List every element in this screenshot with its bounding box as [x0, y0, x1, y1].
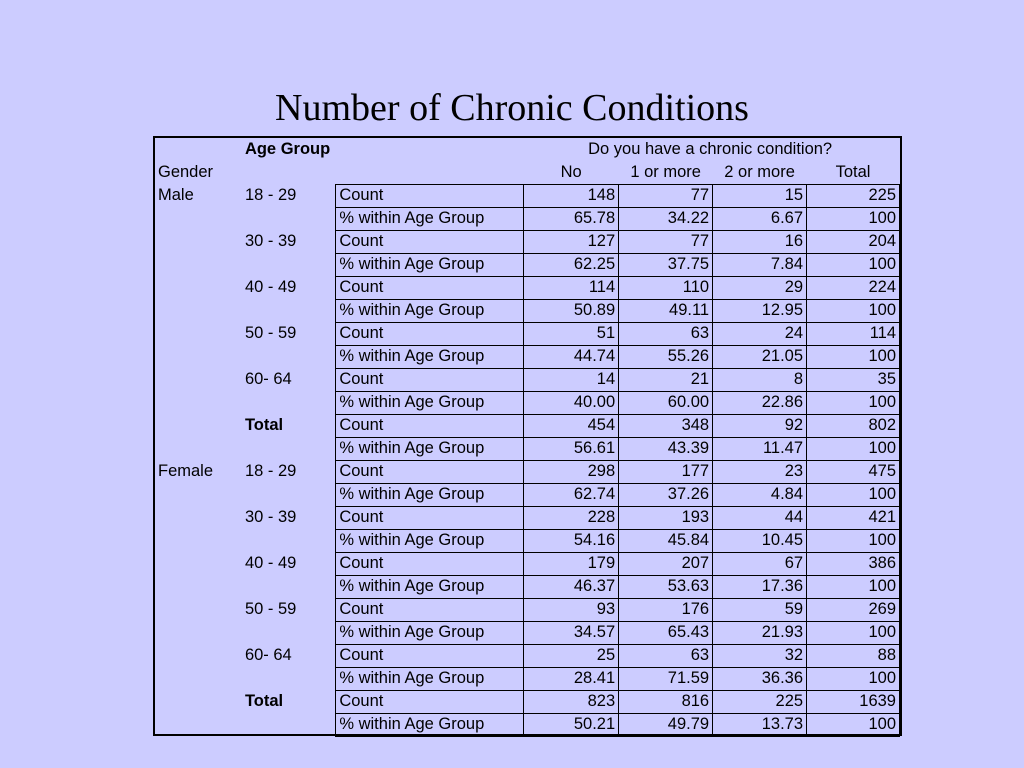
value-cell-1-or-more: 77 — [619, 184, 713, 207]
header-row-1 — [155, 138, 900, 161]
value-cell-no: 823 — [524, 690, 619, 713]
table-row — [155, 184, 900, 207]
crosstab-table — [155, 138, 900, 737]
statistic-label: % within Age Group — [336, 483, 524, 506]
value-cell-1-or-more: 43.39 — [619, 437, 713, 460]
value-cell-1-or-more: 65.43 — [619, 621, 713, 644]
value-cell-2-or-more: 16 — [713, 230, 807, 253]
empty-cell — [242, 437, 336, 460]
value-cell-1-or-more: 176 — [619, 598, 713, 621]
value-cell-2-or-more: 11.47 — [713, 437, 807, 460]
value-cell-2-or-more: 7.84 — [713, 253, 807, 276]
layer-variable-label: Gender — [158, 163, 214, 181]
value-cell-total: 88 — [807, 644, 900, 667]
statistic-label: % within Age Group — [336, 345, 524, 368]
value-cell-no: 51 — [524, 322, 619, 345]
value-cell-2-or-more: 24 — [713, 322, 807, 345]
empty-cell — [242, 713, 336, 736]
value-cell-no: 62.74 — [524, 483, 619, 506]
empty-cell — [155, 437, 242, 460]
empty-cell — [155, 230, 242, 253]
empty-cell — [155, 207, 242, 230]
statistic-label: Count — [336, 322, 524, 345]
table-row — [155, 575, 900, 598]
statistic-label: Count — [336, 644, 524, 667]
value-cell-total: 204 — [807, 230, 900, 253]
value-cell-no: 25 — [524, 644, 619, 667]
value-cell-2-or-more: 13.73 — [713, 713, 807, 736]
value-cell-total: 1639 — [807, 690, 900, 713]
value-cell-no: 40.00 — [524, 391, 619, 414]
crosstab-frame — [153, 136, 902, 736]
empty-cell — [155, 644, 242, 667]
value-cell-total: 100 — [807, 529, 900, 552]
value-cell-2-or-more: 92 — [713, 414, 807, 437]
value-cell-total: 100 — [807, 483, 900, 506]
value-cell-total: 421 — [807, 506, 900, 529]
empty-cell — [155, 368, 242, 391]
age-group-label: Total — [244, 416, 284, 434]
value-cell-2-or-more: 21.05 — [713, 345, 807, 368]
value-cell-2-or-more: 8 — [713, 368, 807, 391]
value-cell-total: 802 — [807, 414, 900, 437]
value-cell-no: 14 — [524, 368, 619, 391]
value-cell-1-or-more: 55.26 — [619, 345, 713, 368]
age-group-label: Total — [244, 692, 284, 710]
value-cell-total: 100 — [807, 253, 900, 276]
empty-cell — [155, 299, 242, 322]
statistic-label: Count — [336, 368, 524, 391]
table-row — [155, 644, 900, 667]
age-group-label: 40 - 49 — [244, 278, 297, 296]
table-row — [155, 391, 900, 414]
value-cell-total: 386 — [807, 552, 900, 575]
value-cell-total: 100 — [807, 713, 900, 736]
table-row — [155, 690, 900, 713]
value-cell-1-or-more: 816 — [619, 690, 713, 713]
age-group-label: 18 - 29 — [244, 462, 297, 480]
statistic-label: Count — [336, 414, 524, 437]
value-cell-no: 148 — [524, 184, 619, 207]
empty-cell — [242, 621, 336, 644]
value-cell-total: 475 — [807, 460, 900, 483]
value-cell-2-or-more: 32 — [713, 644, 807, 667]
value-cell-no: 228 — [524, 506, 619, 529]
statistic-label: % within Age Group — [336, 713, 524, 736]
value-cell-no: 34.57 — [524, 621, 619, 644]
statistic-label: Count — [336, 690, 524, 713]
empty-cell — [155, 690, 242, 713]
value-cell-2-or-more: 10.45 — [713, 529, 807, 552]
value-cell-no: 454 — [524, 414, 619, 437]
value-cell-2-or-more: 12.95 — [713, 299, 807, 322]
age-group-label: 40 - 49 — [244, 554, 297, 572]
empty-cell — [242, 207, 336, 230]
empty-cell — [155, 621, 242, 644]
value-cell-no: 127 — [524, 230, 619, 253]
header-blank — [242, 161, 336, 184]
value-cell-total: 100 — [807, 299, 900, 322]
value-cell-total: 225 — [807, 184, 900, 207]
statistic-label: Count — [336, 598, 524, 621]
empty-cell — [242, 253, 336, 276]
table-row — [155, 529, 900, 552]
table-row — [155, 437, 900, 460]
empty-cell — [155, 552, 242, 575]
table-row — [155, 276, 900, 299]
value-cell-no: 114 — [524, 276, 619, 299]
age-group-label: 30 - 39 — [244, 508, 297, 526]
value-cell-1-or-more: 60.00 — [619, 391, 713, 414]
empty-cell — [155, 414, 242, 437]
value-cell-2-or-more: 225 — [713, 690, 807, 713]
column-variable-label: Do you have a chronic condition? — [588, 140, 833, 158]
value-cell-1-or-more: 71.59 — [619, 667, 713, 690]
value-cell-2-or-more: 22.86 — [713, 391, 807, 414]
column-header-total: Total — [835, 162, 871, 181]
age-group-label: 60- 64 — [244, 370, 292, 388]
empty-cell — [155, 667, 242, 690]
value-cell-no: 50.21 — [524, 713, 619, 736]
empty-cell — [242, 575, 336, 598]
header-row-2 — [155, 161, 900, 184]
table-row — [155, 414, 900, 437]
empty-cell — [242, 483, 336, 506]
age-group-label: 50 - 59 — [244, 600, 297, 618]
empty-cell — [242, 345, 336, 368]
empty-cell — [155, 391, 242, 414]
statistic-label: % within Age Group — [336, 529, 524, 552]
value-cell-2-or-more: 21.93 — [713, 621, 807, 644]
table-row — [155, 667, 900, 690]
value-cell-1-or-more: 45.84 — [619, 529, 713, 552]
value-cell-2-or-more: 59 — [713, 598, 807, 621]
empty-cell — [155, 253, 242, 276]
value-cell-total: 100 — [807, 667, 900, 690]
value-cell-2-or-more: 4.84 — [713, 483, 807, 506]
table-row — [155, 368, 900, 391]
table-row — [155, 506, 900, 529]
value-cell-no: 54.16 — [524, 529, 619, 552]
column-header-2-or-more: 2 or more — [724, 162, 795, 181]
slide-title: Number of Chronic Conditions — [275, 87, 749, 129]
value-cell-no: 179 — [524, 552, 619, 575]
empty-cell — [242, 299, 336, 322]
table-row — [155, 460, 900, 483]
age-group-label: 60- 64 — [244, 646, 292, 664]
value-cell-total: 100 — [807, 621, 900, 644]
empty-cell — [155, 713, 242, 736]
value-cell-1-or-more: 110 — [619, 276, 713, 299]
value-cell-no: 50.89 — [524, 299, 619, 322]
empty-cell — [155, 483, 242, 506]
empty-cell — [155, 598, 242, 621]
empty-cell — [242, 529, 336, 552]
empty-cell — [242, 667, 336, 690]
value-cell-no: 46.37 — [524, 575, 619, 598]
value-cell-total: 114 — [807, 322, 900, 345]
value-cell-1-or-more: 63 — [619, 644, 713, 667]
value-cell-2-or-more: 36.36 — [713, 667, 807, 690]
value-cell-2-or-more: 44 — [713, 506, 807, 529]
value-cell-total: 35 — [807, 368, 900, 391]
value-cell-2-or-more: 67 — [713, 552, 807, 575]
table-row — [155, 299, 900, 322]
value-cell-2-or-more: 17.36 — [713, 575, 807, 598]
statistic-label: % within Age Group — [336, 253, 524, 276]
value-cell-1-or-more: 49.11 — [619, 299, 713, 322]
value-cell-total: 224 — [807, 276, 900, 299]
empty-cell — [155, 529, 242, 552]
statistic-label: % within Age Group — [336, 575, 524, 598]
statistic-label: Count — [336, 552, 524, 575]
age-group-label: 30 - 39 — [244, 232, 297, 250]
table-row — [155, 322, 900, 345]
table-row — [155, 207, 900, 230]
crosstab-body — [155, 138, 900, 736]
value-cell-1-or-more: 53.63 — [619, 575, 713, 598]
empty-cell — [155, 575, 242, 598]
value-cell-2-or-more: 29 — [713, 276, 807, 299]
column-header-1-or-more: 1 or more — [630, 162, 701, 181]
empty-cell — [155, 506, 242, 529]
table-row — [155, 552, 900, 575]
table-row — [155, 598, 900, 621]
empty-cell — [155, 345, 242, 368]
value-cell-total: 100 — [807, 207, 900, 230]
gender-label: Female — [158, 462, 214, 480]
value-cell-1-or-more: 63 — [619, 322, 713, 345]
value-cell-total: 100 — [807, 391, 900, 414]
value-cell-1-or-more: 77 — [619, 230, 713, 253]
empty-cell — [155, 322, 242, 345]
age-group-label: 18 - 29 — [244, 186, 297, 204]
value-cell-total: 269 — [807, 598, 900, 621]
value-cell-1-or-more: 207 — [619, 552, 713, 575]
statistic-label: % within Age Group — [336, 437, 524, 460]
table-row — [155, 230, 900, 253]
value-cell-1-or-more: 348 — [619, 414, 713, 437]
value-cell-1-or-more: 177 — [619, 460, 713, 483]
value-cell-no: 65.78 — [524, 207, 619, 230]
table-row — [155, 713, 900, 736]
value-cell-1-or-more: 49.79 — [619, 713, 713, 736]
statistic-label: Count — [336, 276, 524, 299]
value-cell-1-or-more: 193 — [619, 506, 713, 529]
value-cell-no: 28.41 — [524, 667, 619, 690]
value-cell-no: 298 — [524, 460, 619, 483]
table-row — [155, 253, 900, 276]
value-cell-1-or-more: 34.22 — [619, 207, 713, 230]
statistic-label: % within Age Group — [336, 207, 524, 230]
value-cell-total: 100 — [807, 437, 900, 460]
statistic-label: % within Age Group — [336, 667, 524, 690]
value-cell-2-or-more: 15 — [713, 184, 807, 207]
table-row — [155, 345, 900, 368]
statistic-label: % within Age Group — [336, 621, 524, 644]
statistic-label: Count — [336, 460, 524, 483]
value-cell-no: 62.25 — [524, 253, 619, 276]
value-cell-1-or-more: 21 — [619, 368, 713, 391]
value-cell-no: 93 — [524, 598, 619, 621]
empty-cell — [242, 391, 336, 414]
table-row — [155, 483, 900, 506]
value-cell-no: 44.74 — [524, 345, 619, 368]
value-cell-2-or-more: 23 — [713, 460, 807, 483]
row-variable-label: Age Group — [244, 140, 331, 158]
statistic-label: % within Age Group — [336, 391, 524, 414]
value-cell-1-or-more: 37.75 — [619, 253, 713, 276]
value-cell-total: 100 — [807, 345, 900, 368]
table-row — [155, 621, 900, 644]
statistic-label: Count — [336, 184, 524, 207]
value-cell-total: 100 — [807, 575, 900, 598]
value-cell-1-or-more: 37.26 — [619, 483, 713, 506]
value-cell-2-or-more: 6.67 — [713, 207, 807, 230]
column-header-no: No — [560, 162, 582, 181]
gender-label: Male — [158, 186, 194, 204]
header-blank — [155, 138, 242, 161]
statistic-label: Count — [336, 230, 524, 253]
header-blank — [336, 161, 524, 184]
statistic-label: Count — [336, 506, 524, 529]
age-group-label: 50 - 59 — [244, 324, 297, 342]
statistic-label: % within Age Group — [336, 299, 524, 322]
empty-cell — [155, 276, 242, 299]
value-cell-no: 56.61 — [524, 437, 619, 460]
